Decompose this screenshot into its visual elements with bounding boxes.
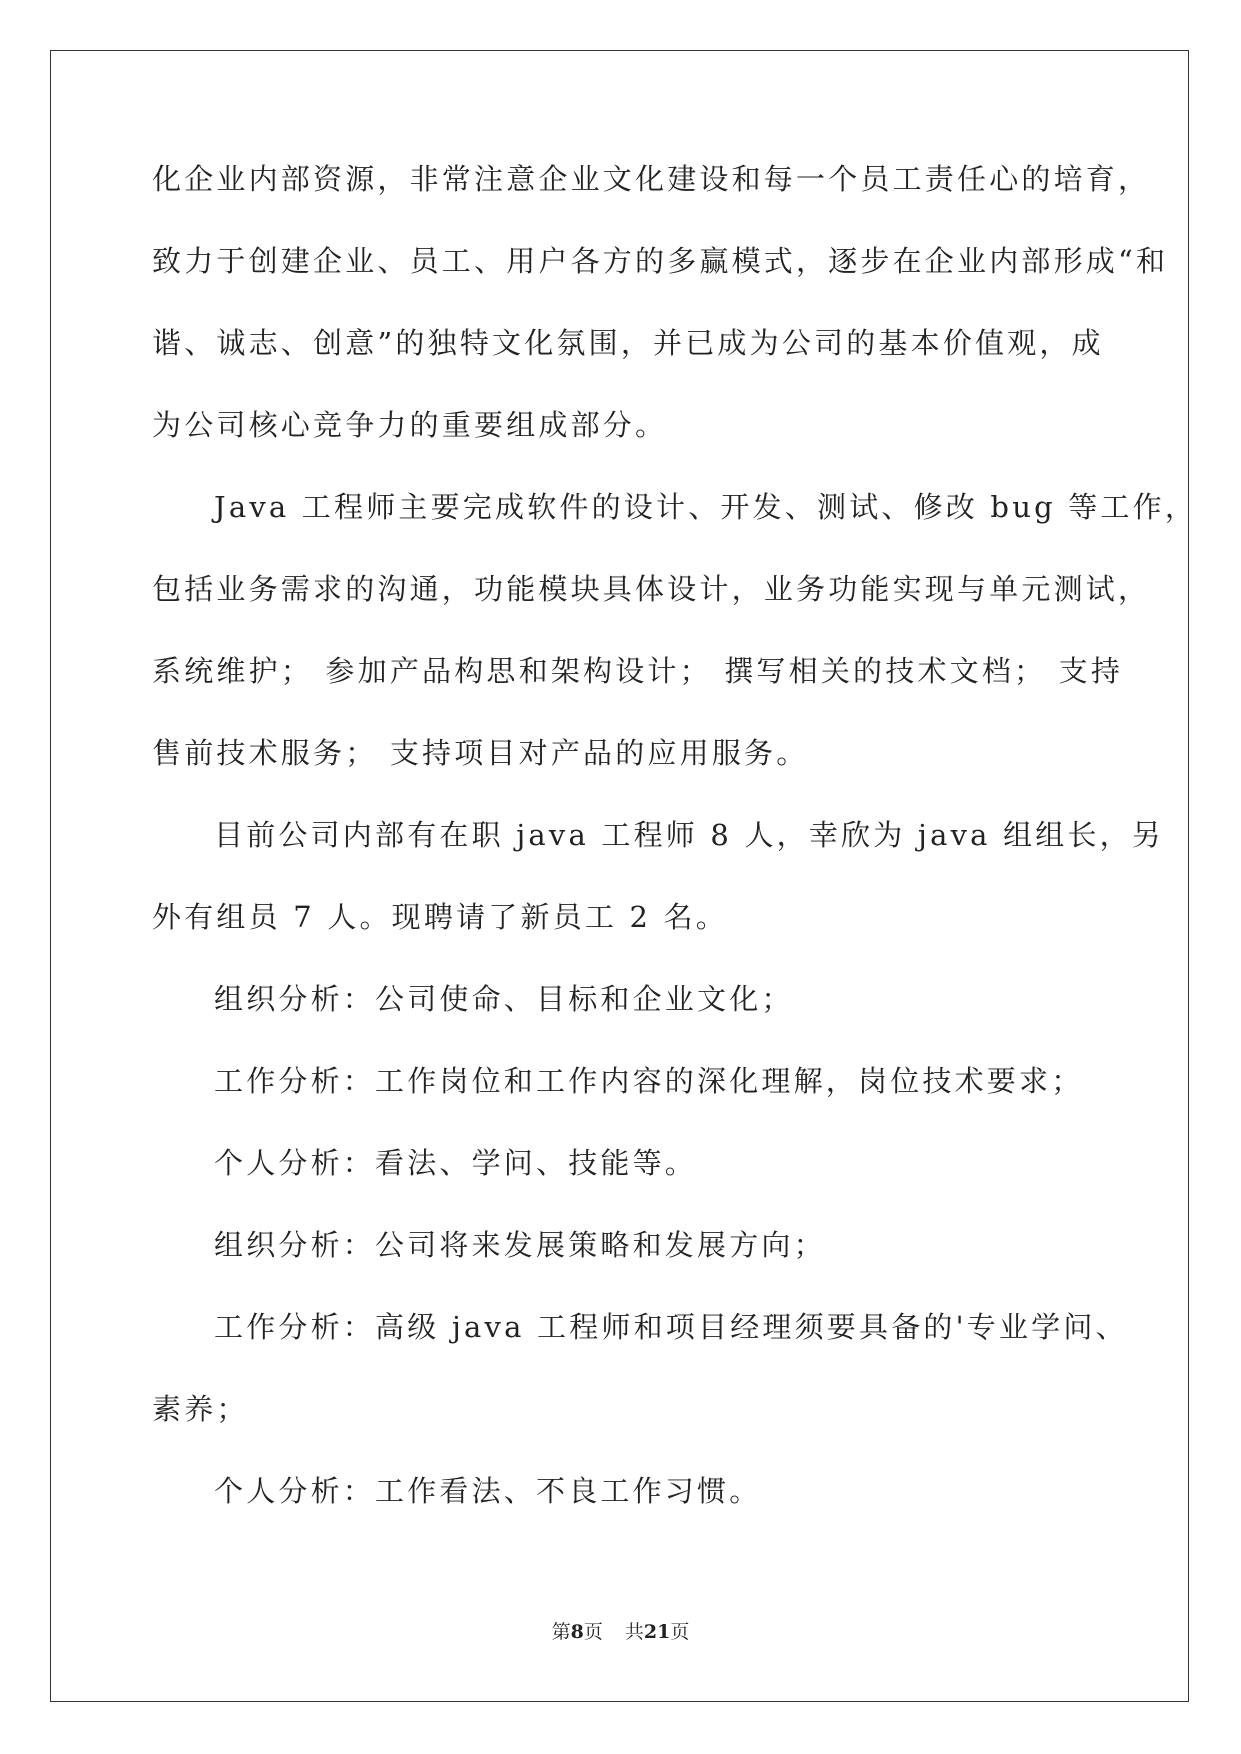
body-line-5: Java 工程师主要完成软件的设计、开发、测试、修改 bug 等工作， bbox=[214, 490, 1198, 524]
body-line-14: 组织分析：公司将来发展策略和发展方向； bbox=[214, 1228, 826, 1262]
body-line-13: 个人分析：看法、学问、技能等。 bbox=[214, 1146, 698, 1180]
footer-total-pages: 21 bbox=[643, 1621, 671, 1643]
body-line-1: 化企业内部资源，非常注意企业文化建设和每一个员工责任心的培育， bbox=[152, 162, 1151, 196]
footer-total-prefix: 共 bbox=[624, 1621, 644, 1643]
footer-total-suffix: 页 bbox=[670, 1621, 690, 1643]
body-line-7: 系统维护； 参加产品构思和架构设计； 撰写相关的技术文档； 支持 bbox=[152, 654, 1124, 688]
body-line-12: 工作分析：工作岗位和工作内容的深化理解，岗位技术要求； bbox=[214, 1064, 1084, 1098]
footer-page-number: 8 bbox=[570, 1621, 584, 1643]
body-line-2: 致力于创建企业、员工、用户各方的多赢模式，逐步在企业内部形成“和 bbox=[152, 244, 1169, 278]
body-line-3: 谐、诚志、创意”的独特文化氛围，并已成为公司的基本价值观，成 bbox=[152, 326, 1104, 360]
body-line-15: 工作分析：高级 java 工程师和项目经理须要具备的'专业学问、 bbox=[214, 1310, 1128, 1344]
body-line-11: 组织分析：公司使命、目标和企业文化； bbox=[214, 982, 794, 1016]
body-line-6: 包括业务需求的沟通，功能模块具体设计，业务功能实现与单元测试， bbox=[152, 572, 1151, 606]
footer-page-suffix: 页 bbox=[583, 1621, 603, 1643]
body-line-10: 外有组员 7 人。现聘请了新员工 2 名。 bbox=[152, 900, 728, 934]
page-footer bbox=[0, 1617, 1241, 1644]
body-line-4: 为公司核心竞争力的重要组成部分。 bbox=[152, 408, 668, 442]
footer-prefix: 第 bbox=[551, 1621, 571, 1643]
body-line-16: 素养； bbox=[152, 1392, 249, 1426]
document-body bbox=[152, 159, 1198, 1553]
body-line-17: 个人分析：工作看法、不良工作习惯。 bbox=[214, 1474, 762, 1508]
body-line-9: 目前公司内部有在职 java 工程师 8 人，幸欣为 java 组组长，另 bbox=[214, 818, 1165, 852]
body-line-8: 售前技术服务； 支持项目对产品的应用服务。 bbox=[152, 736, 809, 770]
